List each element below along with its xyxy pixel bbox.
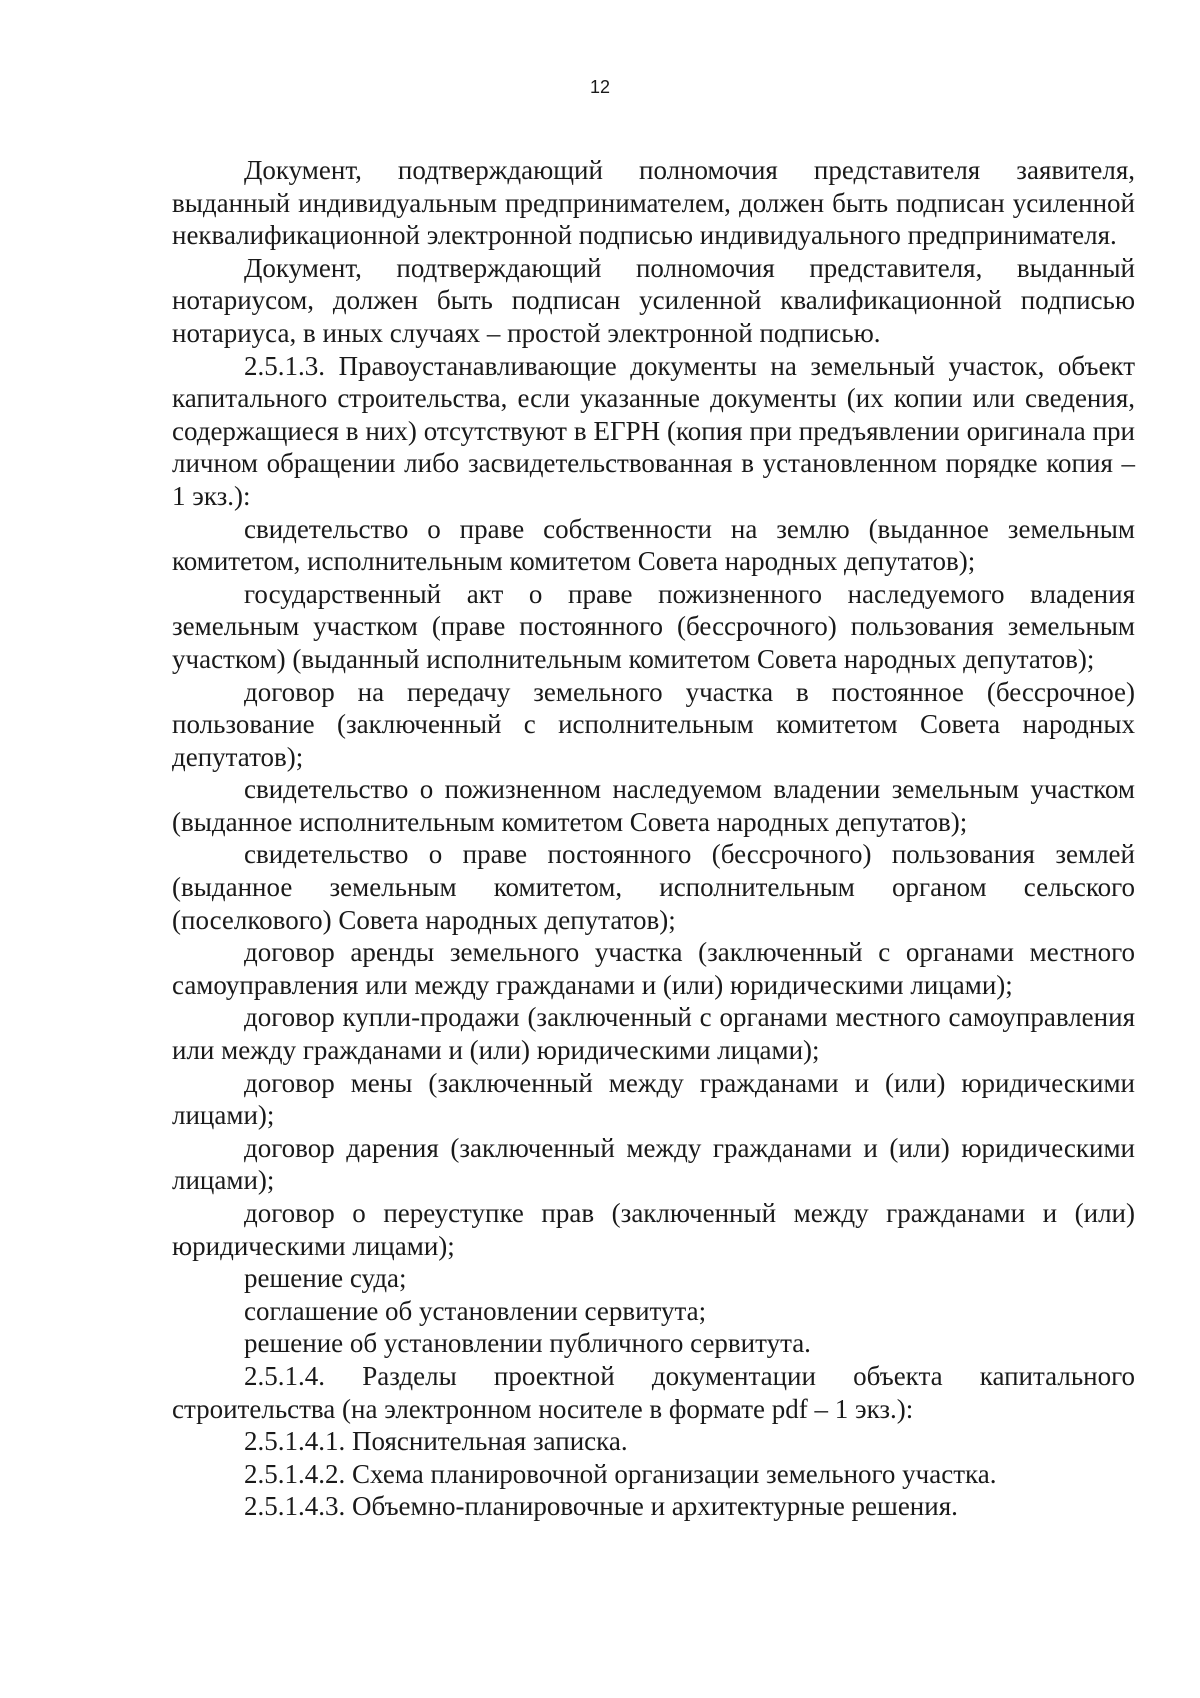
- paragraph-2-5-1-4-1: 2.5.1.4.1. Пояснительная записка.: [244, 1426, 628, 1457]
- list-item: договор купли-продажи (заключенный с органами местного самоуправления или между гражданами и (или) юридическими лицами);: [172, 1002, 1135, 1066]
- list-item: свидетельство о праве собственности на землю (выданное земельным комитетом, исполнительным комитетом Совета народных депутатов);: [172, 513, 1135, 577]
- list-item: свидетельство о праве постоянного (бессрочного) пользования землей (выданное земельным комитетом, исполнительным органом сельского (поселкового) Совета народных депутатов);: [172, 839, 1135, 935]
- list-item: договор аренды земельного участка (заключенный с органами местного самоуправления или между гражданами и (или) юридическими лицами);: [172, 937, 1135, 1000]
- list-item: договор о переуступке прав (заключенный между гражданами и (или) юридическими лицами);: [172, 1198, 1135, 1261]
- paragraph-2-5-1-4-2: 2.5.1.4.2. Схема планировочной организации земельного участка.: [244, 1458, 997, 1489]
- list-item: соглашение об установлении сервитута;: [244, 1295, 707, 1326]
- list-item: свидетельство о пожизненном наследуемом владении земельным участком (выданное исполнительным комитетом Совета народных депутатов);: [172, 774, 1135, 837]
- list-item: договор дарения (заключенный между гражданами и (или) юридическими лицами);: [172, 1132, 1135, 1196]
- paragraph-representative-notary: Документ, подтверждающий полномочия представителя, выданный нотариусом, должен быть подписан усиленной квалификационной подписью нотариуса, в иных случаях – простой электронной подписью.: [172, 252, 1135, 348]
- paragraph-2-5-1-4: 2.5.1.4. Разделы проектной документации объекта капитального строительства (на электронном носителе в формате pdf – 1 экз.):: [172, 1360, 1135, 1424]
- paragraph-2-5-1-3: 2.5.1.3. Правоустанавливающие документы на земельный участок, объект капитального строительства, если указанные документы (их копии или сведения, содержащиеся в них) отсутствуют в ЕГРН (копия при предъявлении оригинала при личном обращении либо засвидетельствованная в установленном порядке копия – 1 экз.):: [172, 350, 1135, 511]
- list-item: договор на передачу земельного участка в постоянное (бессрочное) пользование (заключенный с исполнительным комитетом Совета народных депутатов);: [172, 676, 1135, 772]
- document-body: [172, 154, 1135, 1523]
- list-item: государственный акт о праве пожизненного наследуемого владения земельным участком (праве постоянного (бессрочного) пользования земельным участком) (выданный исполнительным комитетом Совета народных депутатов);: [172, 578, 1135, 674]
- paragraph-representative-ip: Документ, подтверждающий полномочия представителя заявителя, выданный индивидуальным предпринимателем, должен быть подписан усиленной неквалификационной электронной подписью индивидуального предпринимателя.: [172, 155, 1135, 251]
- paragraph-2-5-1-4-3: 2.5.1.4.3. Объемно-планировочные и архитектурные решения.: [244, 1491, 958, 1522]
- page-number: 12: [589, 77, 611, 97]
- list-item: решение об установлении публичного сервитута.: [244, 1328, 811, 1359]
- list-item: договор мены (заключенный между гражданами и (или) юридическими лицами);: [172, 1067, 1135, 1131]
- list-item: решение суда;: [244, 1263, 407, 1294]
